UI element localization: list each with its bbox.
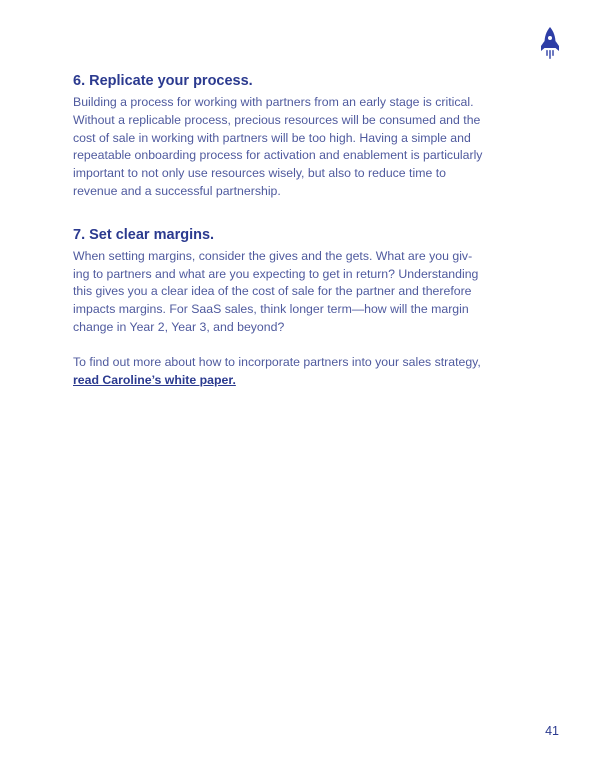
paragraph-line: Without a replicable process, precious resources will be consumed and the bbox=[73, 112, 481, 127]
section-6-paragraph bbox=[73, 94, 523, 201]
spacer bbox=[73, 201, 523, 222]
paragraph-line: cost of sale in working with partners will be too high. Having a simple and bbox=[73, 130, 471, 145]
paragraph-line: this gives you a clear idea of the cost of sale for the partner and therefore bbox=[73, 284, 472, 299]
paragraph-line: change in Year 2, Year 3, and beyond? bbox=[73, 319, 285, 334]
white-paper-link[interactable]: read Caroline’s white paper. bbox=[73, 372, 236, 387]
paragraph-line: ing to partners and what are you expecting to get in return? Understanding bbox=[73, 266, 479, 281]
cta-paragraph bbox=[73, 354, 523, 390]
section-6-heading: 6. Replicate your process. bbox=[73, 73, 253, 89]
page-number: 41 bbox=[545, 724, 559, 738]
paragraph-line: important to not only use resources wisely, but also to reduce time to bbox=[73, 166, 446, 181]
paragraph-line: revenue and a successful partnership. bbox=[73, 183, 281, 198]
paragraph-line: impacts margins. For SaaS sales, think longer term—how will the margin bbox=[73, 302, 469, 317]
paragraph-line: Building a process for working with partners from an early stage is critical. bbox=[73, 95, 474, 109]
cta-text: To find out more about how to incorporate partners into your sales strategy, bbox=[73, 354, 481, 369]
spacer bbox=[73, 337, 523, 354]
document-body bbox=[73, 68, 523, 389]
rocket-icon bbox=[538, 26, 562, 60]
section-7-paragraph bbox=[73, 248, 523, 337]
section-7-heading: 7. Set clear margins. bbox=[73, 226, 215, 243]
paragraph-line: When setting margins, consider the gives and the gets. What are you giv- bbox=[73, 248, 473, 263]
paragraph-line: repeatable onboarding process for activation and enablement is particularly bbox=[73, 148, 483, 163]
